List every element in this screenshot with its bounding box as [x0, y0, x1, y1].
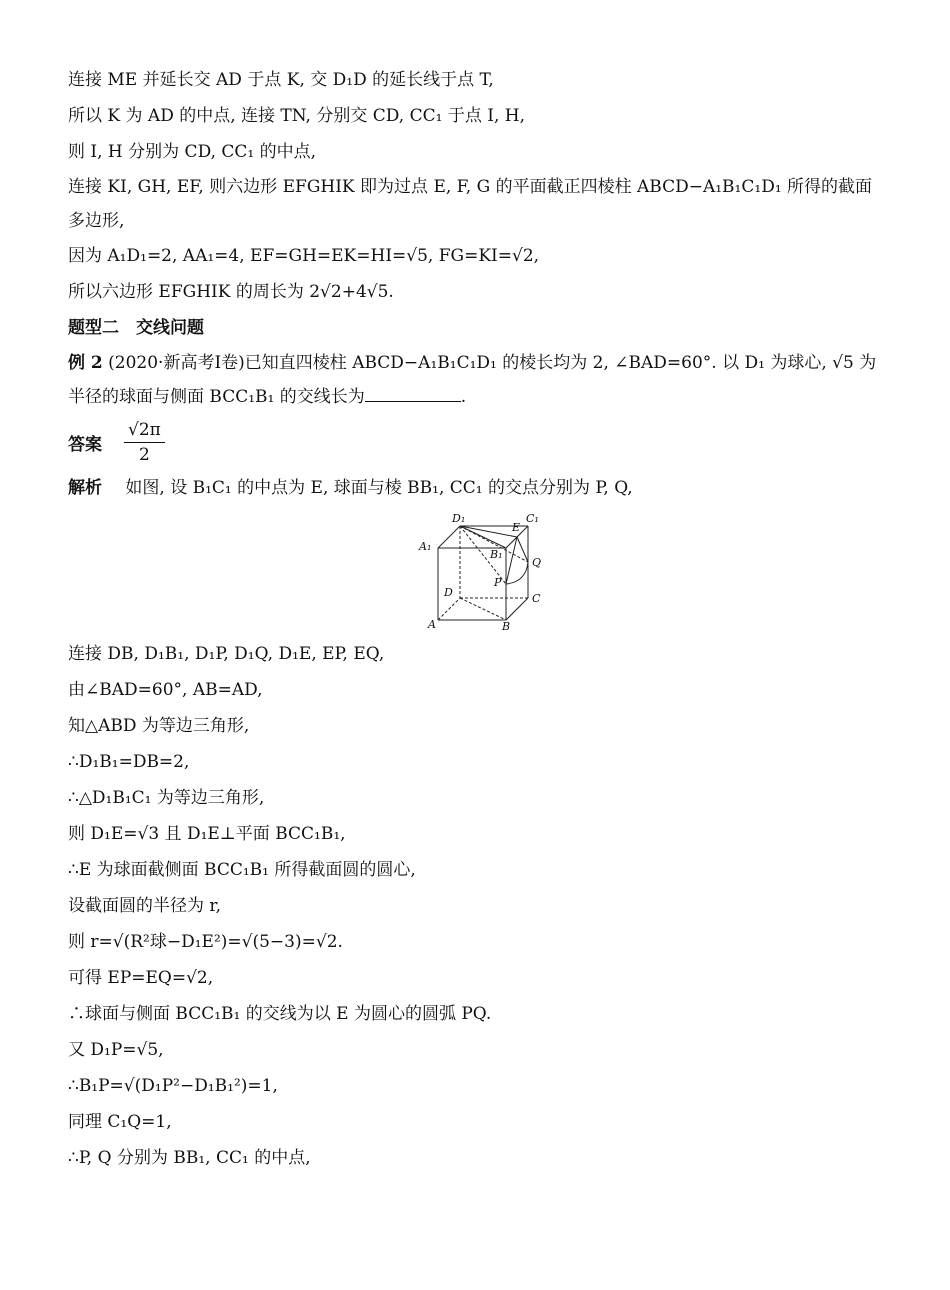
section-title: 题型二 交线问题: [68, 318, 204, 338]
text-line: 连接 KI, GH, EF, 则六边形 EFGHIK 即为过点 E, F, G 的平面截正四棱柱 ABCD−A₁B₁C₁D₁ 所得的截面多边形,: [68, 177, 873, 231]
label-C: C: [532, 592, 541, 605]
edge-BC: [506, 598, 528, 620]
answer-fraction: [124, 420, 165, 465]
example-2: [68, 346, 888, 414]
label-C1: C₁: [526, 512, 539, 525]
answer-denominator: 2: [139, 444, 150, 465]
document-page: [68, 62, 888, 1176]
label-D1: D₁: [452, 512, 466, 525]
text-line: 连接 ME 并延长交 AD 于点 K, 交 D₁D 的延长线于点 T,: [68, 70, 494, 90]
text-line: ∴P, Q 分别为 BB₁, CC₁ 的中点,: [68, 1148, 311, 1168]
text-line: 同理 C₁Q=1,: [68, 1112, 172, 1132]
text-line: ∴B₁P=√(D₁P²−D₁B₁²)=1,: [68, 1076, 278, 1096]
label-Q: Q: [532, 556, 542, 569]
answer-label: 答案: [68, 434, 102, 455]
text-line: 又 D₁P=√5,: [68, 1040, 164, 1060]
text-line: 可得 EP=EQ=√2,: [68, 968, 214, 988]
text-line: ∴E 为球面截侧面 BCC₁B₁ 所得截面圆的圆心,: [68, 860, 416, 880]
analysis-text: 如图, 设 B₁C₁ 的中点为 E, 球面与棱 BB₁, CC₁ 的交点分别为 P, Q,: [125, 478, 633, 498]
text-line: 则 I, H 分别为 CD, CC₁ 的中点,: [68, 142, 317, 162]
text-line: 所以六边形 EFGHIK 的周长为 2√2+4√5.: [68, 282, 394, 302]
text-line: 连接 DB, D₁B₁, D₁P, D₁Q, D₁E, EP, EQ,: [68, 644, 385, 664]
text-line: 由∠BAD=60°, AB=AD,: [68, 680, 263, 700]
example-text: (2020·新高考Ⅰ卷)已知直四棱柱 ABCD−A₁B₁C₁D₁ 的棱长均为 2, ∠BAD=60°. 以 D₁ 为球心, √5 为半径的球面与侧面 BCC₁B₁ 的交线长为: [68, 353, 877, 407]
text-line: ∴球面与侧面 BCC₁B₁ 的交线为以 E 为圆心的圆弧 PQ.: [68, 1004, 492, 1024]
answer-row: [68, 414, 888, 470]
edge-AD: [438, 598, 460, 620]
label-P: P: [494, 576, 502, 589]
text-line: ∴D₁B₁=DB=2,: [68, 752, 190, 772]
segment-D1E: [460, 526, 517, 537]
label-B: B: [502, 620, 511, 630]
label-B1: B₁: [490, 548, 503, 561]
prism-figure: [414, 508, 604, 630]
text-line: 知△ABD 为等边三角形,: [68, 716, 250, 736]
example-label: 例 2: [68, 353, 103, 373]
arc-PQ: [506, 562, 528, 584]
edge-DB: [460, 598, 506, 620]
analysis-intro: [68, 470, 888, 506]
text-line: 设截面圆的半径为 r,: [68, 896, 222, 916]
label-A: A: [428, 618, 436, 630]
text-line: 所以 K 为 AD 的中点, 连接 TN, 分别交 CD, CC₁ 于点 I, H,: [68, 106, 525, 126]
text-line: 因为 A₁D₁=2, AA₁=4, EF=GH=EK=HI=√5, FG=KI=√2,: [68, 246, 540, 266]
text-line: 则 D₁E=√3 且 D₁E⊥平面 BCC₁B₁,: [68, 824, 346, 844]
analysis-label: 解析: [68, 478, 102, 498]
label-D: D: [444, 586, 453, 599]
segment-EP: [506, 537, 517, 584]
text-line: 则 r=√(R²球−D₁E²)=√(5−3)=√2.: [68, 932, 343, 952]
example-end: .: [460, 387, 467, 407]
segment-EQ: [517, 537, 528, 562]
label-E: E: [512, 521, 521, 534]
answer-blank: [365, 383, 461, 402]
edge-A1D1: [438, 526, 460, 548]
answer-numerator: √2π: [124, 420, 165, 443]
text-line: ∴△D₁B₁C₁ 为等边三角形,: [68, 788, 265, 808]
label-A1: A₁: [419, 540, 432, 553]
